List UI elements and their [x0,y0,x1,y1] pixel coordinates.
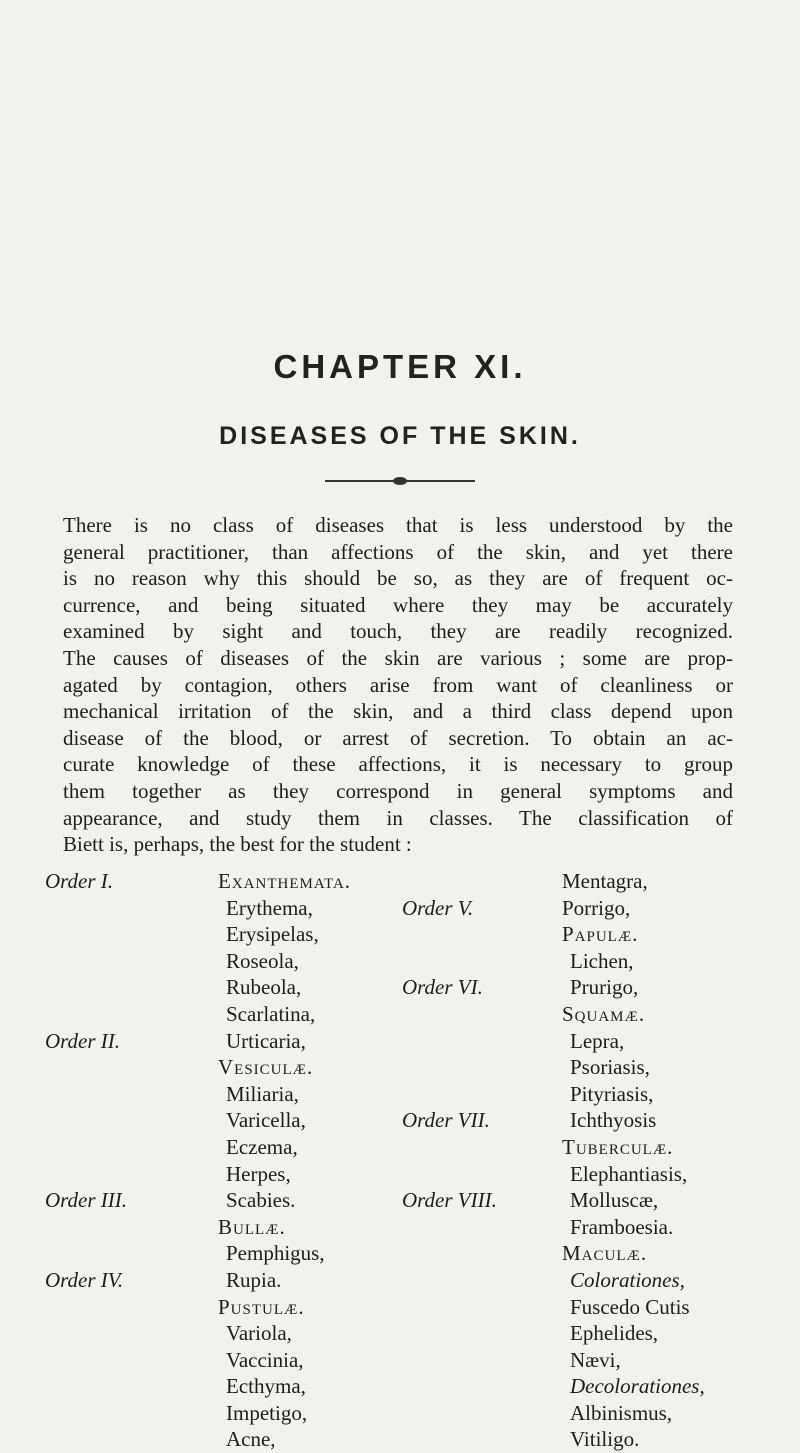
disease-entry: Pityriasis, [570,1081,654,1106]
intro-line: Biett is, perhaps, the best for the student : [63,832,412,857]
disease-entry: Lepra, [570,1028,625,1053]
entries-right-column [562,868,705,1453]
disease-entry: Mentagra, [562,869,648,893]
disease-entry: Nævi, [570,1347,621,1372]
disease-entry: Erythema, [226,895,313,920]
order-label: Order V. [402,895,474,920]
intro-line: examined by sight and touch, they are readily recognized. [63,619,733,644]
intro-line: appearance, and study them in classes. The classification of [63,805,733,830]
disease-entry: Lichen, [570,948,634,973]
disease-entry: Pemphigus, [226,1241,325,1266]
disease-entry: Varicella, [226,1108,306,1133]
intro-line: general practitioner, than affections of the skin, and yet there [63,539,733,564]
disease-entry: Fuscedo Cutis [570,1294,690,1319]
class-heading: Papulæ. [562,922,639,947]
order-label: Order III. [45,1188,128,1213]
order-label: Order IV. [45,1268,124,1292]
intro-line: is no reason why this should be so, as they are of frequent oc- [63,566,733,591]
class-heading: Vesiculæ. [218,1055,314,1080]
intro-line: them together as they correspond in general symptoms and [63,778,733,803]
intro-paragraph [63,512,733,858]
disease-entry: Impetigo, [226,1400,308,1425]
class-heading: Squamæ. [562,1001,646,1026]
order-label: Order I. [45,869,114,893]
intro-line: agated by contagion, others arise from want of cleanliness or [63,672,733,697]
disease-entry: Colorationes, [570,1267,685,1292]
disease-entry: Prurigo, [570,975,639,1000]
rule-ornament [393,477,407,485]
disease-entry: Miliaria, [226,1081,299,1106]
disease-entry: Rubeola, [226,975,302,1000]
entries-left-column [218,868,351,1453]
intro-line: currence, and being situated where they may be accurately [63,592,733,617]
disease-entry: Elephantiasis, [570,1161,688,1186]
disease-entry: Herpes, [226,1161,291,1186]
disease-entry: Erysipelas, [226,922,319,947]
intro-line: curate knowledge of these affections, it is necessary to group [63,752,733,777]
disease-entry: Urticaria, [226,1028,306,1053]
disease-entry: Acne, [226,1427,276,1452]
intro-line: mechanical irritation of the skin, and a third class depend upon [63,699,733,724]
disease-entry: Porrigo, [562,895,631,920]
class-heading: Pustulæ. [218,1294,305,1319]
disease-entry: Eczema, [226,1134,298,1159]
disease-entry: Molluscæ, [570,1188,659,1213]
disease-entry: Scarlatina, [226,1001,316,1026]
disease-entry: Ichthyosis [570,1108,657,1133]
disease-entry: Decolorationes, [570,1374,705,1399]
disease-entry: Ephelides, [570,1321,659,1346]
intro-line: disease of the blood, or arrest of secretion. To obtain an ac- [63,725,733,750]
disease-entry: Psoriasis, [570,1055,650,1080]
disease-entry: Ecthyma, [226,1374,306,1399]
disease-entry: Rupia. [226,1267,282,1292]
chapter-heading: CHAPTER XI. [273,348,527,385]
disease-entry: Scabies. [226,1188,296,1213]
chapter-title: DISEASES OF THE SKIN. [219,422,581,450]
class-heading: Bullæ. [218,1214,286,1239]
class-heading: Maculæ. [562,1241,648,1266]
order-label: Order VIII. [402,1188,497,1213]
disease-entry: Framboesia. [570,1214,674,1239]
order-label: Order II. [45,1028,121,1053]
disease-entry: Albinismus, [570,1400,673,1425]
disease-entry: Roseola, [226,948,299,973]
disease-entry: Vitiligo. [570,1427,640,1452]
disease-entry: Vaccinia, [226,1347,304,1372]
disease-entry: Variola, [226,1321,292,1346]
order-label: Order VII. [402,1108,490,1133]
class-heading: Tuberculæ. [562,1134,674,1159]
intro-line: The causes of diseases of the skin are various ; some are prop- [63,645,733,670]
intro-line: There is no class of diseases that is less understood by the [63,513,733,537]
order-label: Order VI. [402,975,483,1000]
class-heading: Exanthemata. [218,869,352,893]
